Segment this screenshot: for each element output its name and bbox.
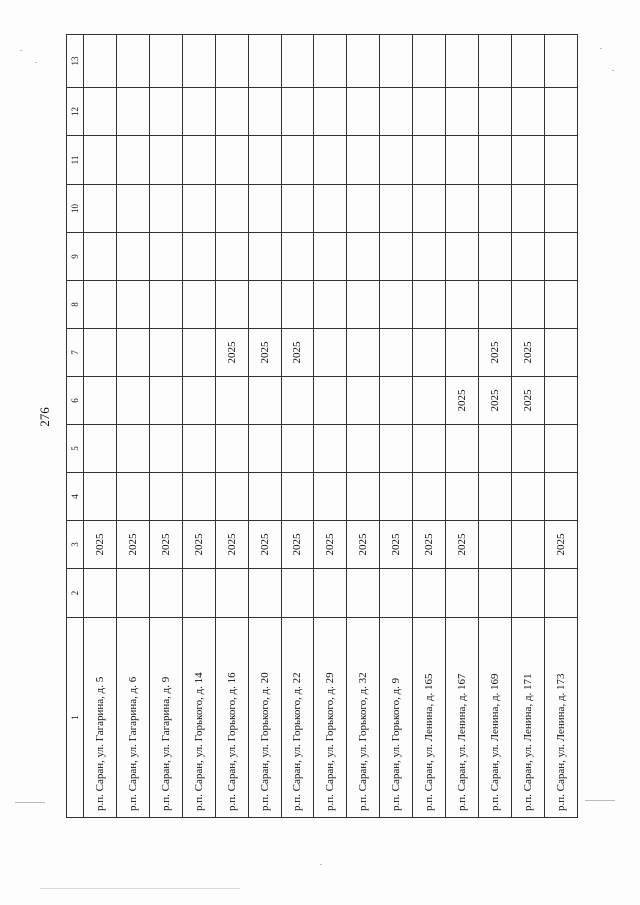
value-cell: 2025 bbox=[446, 521, 479, 569]
value-cell: 2025 bbox=[248, 329, 281, 377]
value-cell bbox=[479, 521, 512, 569]
value-cell bbox=[347, 88, 380, 136]
value-cell bbox=[314, 473, 347, 521]
value-cell bbox=[84, 233, 117, 281]
value-cell bbox=[446, 136, 479, 185]
value-cell bbox=[182, 569, 215, 618]
value-cell bbox=[380, 425, 413, 473]
value-cell bbox=[380, 136, 413, 185]
value-cell bbox=[84, 185, 117, 233]
value-cell bbox=[446, 569, 479, 618]
value-cell bbox=[149, 35, 182, 88]
address-cell: р.п. Саран, ул. Гагарина, д. 6 bbox=[116, 618, 149, 818]
value-cell bbox=[544, 233, 577, 281]
value-cell bbox=[347, 281, 380, 329]
value-cell bbox=[544, 329, 577, 377]
value-cell: 2025 bbox=[413, 521, 446, 569]
value-cell bbox=[116, 185, 149, 233]
value-cell bbox=[248, 35, 281, 88]
value-cell bbox=[248, 281, 281, 329]
table-row bbox=[347, 35, 380, 818]
value-cell: 2025 bbox=[84, 521, 117, 569]
table-body bbox=[67, 35, 578, 818]
value-cell bbox=[347, 473, 380, 521]
value-cell bbox=[182, 329, 215, 377]
value-cell bbox=[511, 521, 544, 569]
value-cell bbox=[248, 473, 281, 521]
address-cell: р.п. Саран, ул. Ленина, д. 165 bbox=[413, 618, 446, 818]
value-cell bbox=[84, 281, 117, 329]
value-cell bbox=[479, 233, 512, 281]
address-cell: р.п. Саран, ул. Горького, д. 29 bbox=[314, 618, 347, 818]
value-cell bbox=[182, 473, 215, 521]
value-cell bbox=[544, 473, 577, 521]
scan-speck bbox=[612, 70, 614, 71]
value-cell bbox=[149, 377, 182, 425]
value-cell bbox=[380, 281, 413, 329]
value-cell bbox=[380, 88, 413, 136]
value-cell bbox=[446, 35, 479, 88]
value-cell bbox=[446, 329, 479, 377]
value-cell bbox=[84, 569, 117, 618]
address-cell: р.п. Саран, ул. Горького, д. 9 bbox=[380, 618, 413, 818]
value-cell bbox=[544, 377, 577, 425]
value-cell bbox=[446, 473, 479, 521]
value-cell bbox=[413, 473, 446, 521]
value-cell bbox=[511, 281, 544, 329]
column-header: 1 bbox=[67, 618, 84, 818]
value-cell bbox=[347, 329, 380, 377]
table-row bbox=[215, 35, 248, 818]
table-row bbox=[446, 35, 479, 818]
column-header: 12 bbox=[67, 88, 84, 136]
value-cell: 2025 bbox=[215, 329, 248, 377]
value-cell bbox=[281, 473, 314, 521]
value-cell bbox=[511, 185, 544, 233]
value-cell bbox=[182, 136, 215, 185]
address-cell: р.п. Саран, ул. Горького, д. 22 bbox=[281, 618, 314, 818]
value-cell: 2025 bbox=[314, 521, 347, 569]
value-cell bbox=[314, 281, 347, 329]
value-cell bbox=[380, 377, 413, 425]
value-cell bbox=[446, 425, 479, 473]
value-cell bbox=[347, 35, 380, 88]
page-number: 276 bbox=[37, 407, 52, 427]
value-cell bbox=[413, 136, 446, 185]
value-cell bbox=[347, 233, 380, 281]
table-row bbox=[116, 35, 149, 818]
value-cell bbox=[380, 473, 413, 521]
value-cell bbox=[479, 185, 512, 233]
value-cell bbox=[479, 569, 512, 618]
value-cell bbox=[182, 35, 215, 88]
value-cell bbox=[511, 136, 544, 185]
table-row bbox=[182, 35, 215, 818]
value-cell: 2025 bbox=[380, 521, 413, 569]
table-row bbox=[314, 35, 347, 818]
value-cell bbox=[446, 88, 479, 136]
value-cell bbox=[281, 281, 314, 329]
value-cell bbox=[182, 425, 215, 473]
value-cell bbox=[511, 233, 544, 281]
value-cell bbox=[314, 88, 347, 136]
address-cell: р.п. Саран, ул. Гагарина, д. 9 bbox=[149, 618, 182, 818]
value-cell bbox=[149, 569, 182, 618]
value-cell bbox=[116, 281, 149, 329]
value-cell bbox=[84, 329, 117, 377]
value-cell bbox=[544, 88, 577, 136]
value-cell bbox=[149, 185, 182, 233]
value-cell bbox=[84, 473, 117, 521]
address-cell: р.п. Саран, ул. Горького, д. 14 bbox=[182, 618, 215, 818]
table-row bbox=[544, 35, 577, 818]
value-cell bbox=[116, 569, 149, 618]
value-cell bbox=[544, 35, 577, 88]
value-cell bbox=[248, 377, 281, 425]
value-cell: 2025 bbox=[248, 521, 281, 569]
value-cell bbox=[347, 136, 380, 185]
value-cell bbox=[116, 473, 149, 521]
value-cell: 2025 bbox=[281, 329, 314, 377]
table-row bbox=[248, 35, 281, 818]
value-cell bbox=[479, 473, 512, 521]
value-cell bbox=[248, 569, 281, 618]
value-cell bbox=[281, 233, 314, 281]
value-cell bbox=[446, 185, 479, 233]
value-cell bbox=[544, 281, 577, 329]
address-cell: р.п. Саран, ул. Гагарина, д. 5 bbox=[84, 618, 117, 818]
value-cell bbox=[380, 329, 413, 377]
value-cell bbox=[149, 281, 182, 329]
value-cell: 2025 bbox=[215, 521, 248, 569]
value-cell bbox=[281, 377, 314, 425]
value-cell bbox=[479, 136, 512, 185]
value-cell: 2025 bbox=[446, 377, 479, 425]
value-cell bbox=[413, 35, 446, 88]
value-cell bbox=[446, 281, 479, 329]
value-cell bbox=[413, 569, 446, 618]
value-cell bbox=[149, 473, 182, 521]
value-cell bbox=[347, 377, 380, 425]
column-header: 6 bbox=[67, 377, 84, 425]
value-cell bbox=[544, 425, 577, 473]
value-cell bbox=[248, 185, 281, 233]
value-cell bbox=[215, 35, 248, 88]
value-cell bbox=[248, 136, 281, 185]
value-cell: 2025 bbox=[544, 521, 577, 569]
value-cell bbox=[314, 377, 347, 425]
value-cell bbox=[380, 233, 413, 281]
value-cell bbox=[215, 281, 248, 329]
value-cell bbox=[413, 281, 446, 329]
column-header: 13 bbox=[67, 35, 84, 88]
value-cell bbox=[116, 329, 149, 377]
scan-speck bbox=[600, 48, 602, 49]
value-cell bbox=[84, 377, 117, 425]
value-cell: 2025 bbox=[511, 329, 544, 377]
value-cell bbox=[182, 88, 215, 136]
value-cell bbox=[215, 185, 248, 233]
value-cell: 2025 bbox=[347, 521, 380, 569]
value-cell: 2025 bbox=[479, 377, 512, 425]
address-cell: р.п. Саран, ул. Горького, д. 20 bbox=[248, 618, 281, 818]
value-cell bbox=[479, 88, 512, 136]
value-cell bbox=[511, 35, 544, 88]
rotated-table-frame bbox=[66, 34, 578, 818]
value-cell bbox=[544, 569, 577, 618]
column-header: 4 bbox=[67, 473, 84, 521]
value-cell bbox=[248, 233, 281, 281]
value-cell bbox=[511, 425, 544, 473]
value-cell: 2025 bbox=[116, 521, 149, 569]
value-cell: 2025 bbox=[479, 329, 512, 377]
value-cell bbox=[446, 233, 479, 281]
table-row bbox=[281, 35, 314, 818]
value-cell bbox=[413, 233, 446, 281]
value-cell bbox=[149, 425, 182, 473]
value-cell bbox=[281, 136, 314, 185]
value-cell bbox=[248, 88, 281, 136]
value-cell bbox=[314, 185, 347, 233]
value-cell bbox=[116, 35, 149, 88]
value-cell bbox=[347, 569, 380, 618]
scan-speck bbox=[585, 800, 615, 801]
value-cell bbox=[544, 185, 577, 233]
value-cell bbox=[116, 136, 149, 185]
value-cell bbox=[281, 88, 314, 136]
value-cell bbox=[149, 329, 182, 377]
value-cell bbox=[511, 88, 544, 136]
value-cell bbox=[182, 233, 215, 281]
value-cell bbox=[413, 425, 446, 473]
value-cell bbox=[248, 425, 281, 473]
address-cell: р.п. Саран, ул. Ленина, д. 169 bbox=[479, 618, 512, 818]
value-cell bbox=[215, 136, 248, 185]
address-cell: р.п. Саран, ул. Ленина, д. 173 bbox=[544, 618, 577, 818]
column-header: 9 bbox=[67, 233, 84, 281]
value-cell: 2025 bbox=[182, 521, 215, 569]
value-cell bbox=[84, 88, 117, 136]
value-cell bbox=[116, 425, 149, 473]
value-cell bbox=[84, 425, 117, 473]
value-cell bbox=[544, 136, 577, 185]
value-cell bbox=[380, 35, 413, 88]
value-cell bbox=[479, 425, 512, 473]
value-cell bbox=[116, 233, 149, 281]
value-cell bbox=[84, 136, 117, 185]
value-cell bbox=[215, 569, 248, 618]
value-cell bbox=[215, 425, 248, 473]
header-row bbox=[67, 35, 84, 818]
value-cell bbox=[116, 377, 149, 425]
value-cell bbox=[149, 136, 182, 185]
value-cell bbox=[511, 473, 544, 521]
value-cell bbox=[347, 425, 380, 473]
scan-speck bbox=[35, 62, 37, 63]
table-row bbox=[380, 35, 413, 818]
scan-speck bbox=[15, 802, 45, 803]
address-cell: р.п. Саран, ул. Горького, д. 32 bbox=[347, 618, 380, 818]
value-cell bbox=[511, 569, 544, 618]
table-container bbox=[66, 34, 578, 818]
value-cell bbox=[281, 35, 314, 88]
column-header: 3 bbox=[67, 521, 84, 569]
value-cell bbox=[413, 88, 446, 136]
value-cell bbox=[413, 377, 446, 425]
value-cell bbox=[314, 35, 347, 88]
value-cell bbox=[182, 377, 215, 425]
value-cell bbox=[182, 281, 215, 329]
value-cell bbox=[479, 35, 512, 88]
value-cell bbox=[314, 233, 347, 281]
column-header: 2 bbox=[67, 569, 84, 618]
value-cell bbox=[215, 377, 248, 425]
address-cell: р.п. Саран, ул. Ленина, д. 167 bbox=[446, 618, 479, 818]
value-cell bbox=[281, 425, 314, 473]
value-cell bbox=[281, 569, 314, 618]
value-cell bbox=[314, 569, 347, 618]
value-cell bbox=[182, 185, 215, 233]
scan-speck bbox=[320, 864, 322, 865]
column-header: 5 bbox=[67, 425, 84, 473]
table-row bbox=[413, 35, 446, 818]
column-header: 11 bbox=[67, 136, 84, 185]
address-cell: р.п. Саран, ул. Ленина, д. 171 bbox=[511, 618, 544, 818]
table-row bbox=[149, 35, 182, 818]
table-row bbox=[511, 35, 544, 818]
value-cell: 2025 bbox=[511, 377, 544, 425]
scan-speck bbox=[20, 50, 22, 51]
value-cell bbox=[215, 473, 248, 521]
value-cell bbox=[215, 233, 248, 281]
value-cell bbox=[215, 88, 248, 136]
value-cell bbox=[281, 185, 314, 233]
value-cell bbox=[314, 425, 347, 473]
value-cell: 2025 bbox=[281, 521, 314, 569]
address-cell: р.п. Саран, ул. Горького, д. 16 bbox=[215, 618, 248, 818]
table-row bbox=[479, 35, 512, 818]
value-cell bbox=[84, 35, 117, 88]
value-cell: 2025 bbox=[149, 521, 182, 569]
value-cell bbox=[413, 329, 446, 377]
value-cell bbox=[413, 185, 446, 233]
value-cell bbox=[380, 569, 413, 618]
value-cell bbox=[149, 233, 182, 281]
value-cell bbox=[314, 329, 347, 377]
column-header: 10 bbox=[67, 185, 84, 233]
value-cell bbox=[347, 185, 380, 233]
scan-speck bbox=[40, 888, 240, 889]
value-cell bbox=[116, 88, 149, 136]
column-header: 7 bbox=[67, 329, 84, 377]
column-header: 8 bbox=[67, 281, 84, 329]
value-cell bbox=[380, 185, 413, 233]
value-cell bbox=[479, 281, 512, 329]
table-row bbox=[84, 35, 117, 818]
value-cell bbox=[314, 136, 347, 185]
value-cell bbox=[149, 88, 182, 136]
schedule-table bbox=[66, 34, 578, 818]
